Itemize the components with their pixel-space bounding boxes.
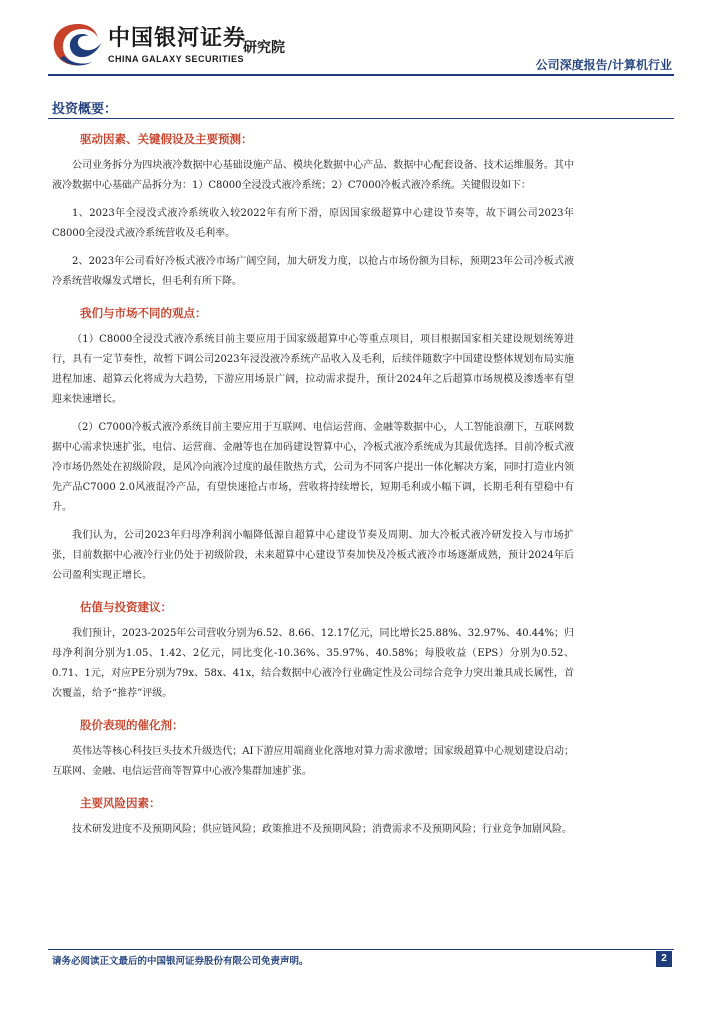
body-paragraph: 我们认为，公司2023年归母净利润小幅降低源自超算中心建设节奏及周期、加大冷板式液冷研发投入与市场扩张，目前数据中心液冷行业仍处于初级阶段，未来超算中心建设节奏加快及冷板式液冷市场逐渐成熟，预计2024年后公司盈利实现正增长。 (52, 530, 574, 581)
summary-content (52, 130, 574, 840)
subsection-heading: 驱动因素、关键假设及主要预测： (80, 132, 253, 146)
body-paragraph: 公司业务拆分为四块液冷数据中心基础设施产品、模块化数据中心产品、数据中心配套设备、技术运维服务。其中液冷数据中心基础产品拆分为：1）C8000全浸没式液冷系统；2）C7000冷板式液冷系统。关键假设如下： (52, 160, 574, 191)
body-paragraph: 1、2023年全浸没式液冷系统收入较2022年有所下滑，原因国家级超算中心建设节奏等，故下调公司2023年C8000全浸没式液冷系统营收及毛利率。 (52, 208, 574, 239)
subsection-heading: 主要风险因素： (80, 796, 161, 810)
body-paragraph: 英伟达等核心科技巨头技术升级迭代；AI下游应用端商业化落地对算力需求激增；国家级超算中心规划建设启动；互联网、金融、电信运营商等智算中心液冷集群加速扩张。 (52, 746, 574, 777)
body-paragraph: （2）C7000冷板式液冷系统目前主要应用于互联网、电信运营商、金融等数据中心，人工智能浪潮下，互联网数据中心需求快速扩张，电信、运营商、金融等也在加码建设智算中心，冷板式液冷系统成为其最优选择。目前冷板式液冷市场仍然处在初级阶段，是风冷向液冷过度的最佳散热方式，公司为不同客户提出一体化解决方案，同时打造业内领先产品C7000 2.0风液混冷产品，有望快速抢占市场，营收将持续增长，短期毛利或小幅下调，长期毛利有望稳中有升。 (52, 422, 574, 513)
subsection-heading: 股价表现的催化剂： (80, 718, 184, 732)
report-category: 公司深度报告/计算机行业 (535, 58, 672, 72)
brand-name-en: CHINA GALAXY SECURITIES (108, 54, 245, 64)
body-paragraph: （1）C8000全浸没式液冷系统目前主要应用于国家级超算中心等重点项目，项目根据国家相关建设规划统筹进行，具有一定节奏性，故暂下调公司2023年浸没液冷系统产品收入及毛利，后续伴随数字中国建设整体规划布局实施进程加速、超算云化将成为大趋势，下游应用场景广阔，拉动需求提升，预计2024年之后超算市场规模及渗透率有望迎来快速增长。 (52, 334, 574, 405)
page-number: 2 (656, 951, 672, 967)
footer-divider (48, 949, 674, 950)
body-paragraph: 2、2023年公司看好冷板式液冷市场广阔空间，加大研发力度，以抢占市场份额为目标，预期23年公司冷板式液冷系统营收爆发式增长，但毛利有所下降。 (52, 256, 574, 287)
body-paragraph: 技术研发进度不及预期风险；供应链风险；政策推进不及预期风险；消费需求不及预期风险；行业竞争加剧风险。 (72, 824, 572, 835)
subsection-heading: 估值与投资建议： (80, 600, 172, 614)
body-paragraph: 我们预计，2023-2025年公司营收分别为6.52、8.66、12.17亿元，同比增长25.88%、32.97%、40.44%；归母净利润分别为1.05、1.42、2亿元，同比变化-10.36%、35.97%、40.58%；每股收益（EPS）分别为0.52、0.71、1元，对应PE分别为79x、58x、41x，结合数据中心液冷行业确定性及公司综合竞争力突出兼具成长属性，首次覆盖，给予“推荐”评级。 (52, 628, 574, 699)
header-divider (48, 74, 674, 76)
brand-block (108, 26, 246, 65)
footer-disclaimer: 请务必阅读正文最后的中国银河证券股份有限公司免责声明。 (52, 956, 309, 967)
section-title: 投资概要： (52, 102, 118, 117)
report-header (0, 0, 724, 80)
subsection-heading: 我们与市场不同的观点： (80, 306, 207, 320)
institute-label: 研究院 (243, 40, 285, 56)
galaxy-logo-icon (48, 20, 108, 70)
brand-name-cn: 中国银河证券 (108, 26, 247, 51)
section-divider (48, 118, 674, 119)
